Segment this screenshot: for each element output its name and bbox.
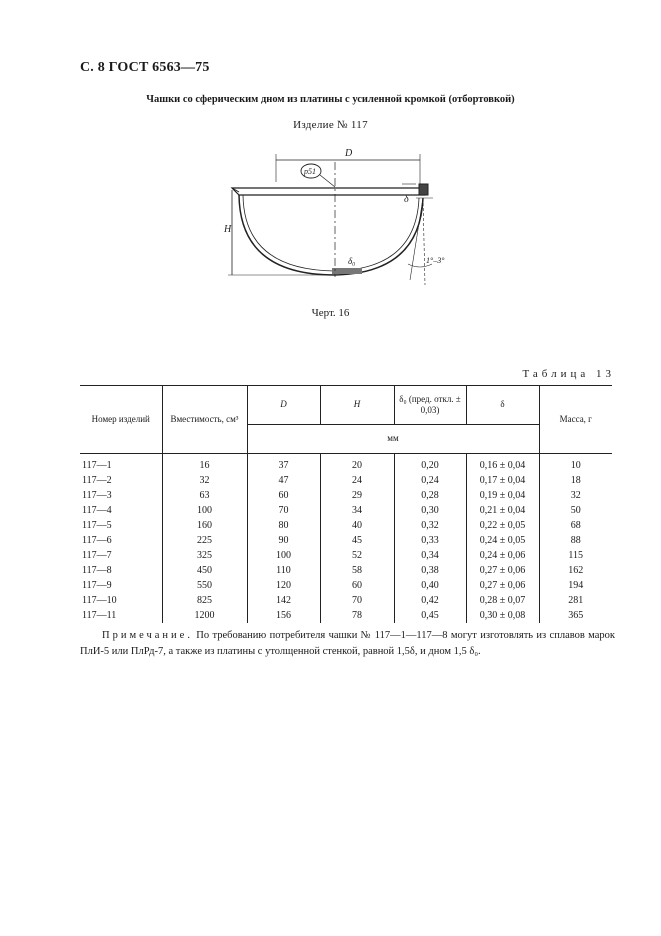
bottom-section [332, 268, 362, 274]
table-cell: 60 [247, 488, 320, 503]
table-cell: 0,30 ± 0,08 [466, 608, 539, 623]
table-cell: 78 [320, 608, 394, 623]
table-cell: 32 [539, 488, 612, 503]
note-text: По требованию потребителя чашки № 117—1—117—8 могут изготовлять из сплавов марок ПлИ-5 или ПлРд-7, а также из платины с утолщенной стенкой, равной 1,5δ, и дном 1,5 δ₀. [80, 630, 615, 657]
table-row [80, 563, 612, 578]
table-cell: 0,42 [394, 593, 466, 608]
table-cell: 0,34 [394, 548, 466, 563]
table-cell: 117—10 [82, 595, 117, 606]
table-cell: 325 [162, 548, 247, 563]
section-title: Чашки со сферическим дном из платины с усиленной кромкой (отбортовкой) [146, 94, 515, 105]
note-label: Примечание. [102, 630, 193, 641]
table-row [80, 593, 612, 608]
table-cell: 52 [320, 548, 394, 563]
table-cell: 0,19 ± 0,04 [466, 488, 539, 503]
table-cell: 0,21 ± 0,04 [466, 503, 539, 518]
table-cell: 115 [539, 548, 612, 563]
table-cell: 18 [539, 473, 612, 488]
table-cell: 160 [162, 518, 247, 533]
table-cell: 60 [320, 578, 394, 593]
table-cell: 100 [162, 503, 247, 518]
table-cell: 0,45 [394, 608, 466, 623]
table-cell: 281 [539, 593, 612, 608]
label-angle: 1°–3° [426, 256, 445, 265]
data-table [80, 385, 612, 623]
table-label: Таблица 13 [522, 368, 615, 380]
table-cell: 40 [320, 518, 394, 533]
table-cell: 0,24 [394, 473, 466, 488]
table-cell: 0,28 [394, 488, 466, 503]
table-cell: 0,40 [394, 578, 466, 593]
note [80, 628, 615, 660]
table-cell: 90 [247, 533, 320, 548]
table-cell: 117—11 [82, 610, 117, 621]
cup-drawing [220, 140, 450, 290]
table-cell: 0,32 [394, 518, 466, 533]
table-cell: 194 [539, 578, 612, 593]
table-cell: 58 [320, 563, 394, 578]
table-cell: 70 [247, 503, 320, 518]
radius-leader [320, 175, 335, 187]
label-delta0: δ₀ [348, 256, 356, 266]
table-cell: 37 [247, 454, 320, 474]
table-row [80, 454, 612, 474]
table-cell: 0,27 ± 0,06 [466, 563, 539, 578]
header-number: Номер изделий [80, 386, 162, 454]
table-cell: 47 [247, 473, 320, 488]
table-cell: 117—6 [82, 535, 112, 546]
header-unit: мм [247, 425, 539, 454]
table-cell: 29 [320, 488, 394, 503]
table-cell: 20 [320, 454, 394, 474]
label-h: H [224, 224, 232, 235]
header-capacity: Вместимость, см³ [162, 386, 247, 454]
table-row [80, 578, 612, 593]
header-h: H [320, 386, 394, 425]
table-cell: 162 [539, 563, 612, 578]
label-delta: δ [404, 194, 409, 205]
table-cell: 550 [162, 578, 247, 593]
table-cell: 70 [320, 593, 394, 608]
table-cell: 117—2 [82, 475, 112, 486]
table-cell: 50 [539, 503, 612, 518]
table-cell: 0,22 ± 0,05 [466, 518, 539, 533]
table-cell: 34 [320, 503, 394, 518]
table-cell: 117—7 [82, 550, 112, 561]
table-cell: 0,28 ± 0,07 [466, 593, 539, 608]
table-cell: 0,24 ± 0,06 [466, 548, 539, 563]
table-cell: 0,27 ± 0,06 [466, 578, 539, 593]
table-cell: 0,17 ± 0,04 [466, 473, 539, 488]
table-cell: 117—3 [82, 490, 112, 501]
header-delta: δ [466, 386, 539, 425]
table-cell: 117—1 [82, 460, 112, 471]
page-header: С. 8 ГОСТ 6563—75 [80, 60, 210, 75]
table-cell: 68 [539, 518, 612, 533]
cup-bowl [239, 195, 423, 275]
table-row [80, 518, 612, 533]
table-cell: 80 [247, 518, 320, 533]
table-cell: 142 [247, 593, 320, 608]
table-row [80, 608, 612, 623]
table-cell: 63 [162, 488, 247, 503]
label-d: D [345, 148, 353, 159]
cup-rim [232, 188, 425, 195]
table-cell: 100 [247, 548, 320, 563]
table-cell: 0,38 [394, 563, 466, 578]
header-delta0: δ₀ (пред. откл. ± 0,03) [394, 386, 466, 425]
table-cell: 110 [247, 563, 320, 578]
table-cell: 0,33 [394, 533, 466, 548]
label-radius: р51 [304, 167, 316, 176]
table-cell: 45 [320, 533, 394, 548]
table-cell: 16 [162, 454, 247, 474]
table-cell: 117—8 [82, 565, 112, 576]
table-row [80, 503, 612, 518]
table-cell: 120 [247, 578, 320, 593]
header-d: D [247, 386, 320, 425]
table-cell: 117—9 [82, 580, 112, 591]
header-mass: Масса, г [539, 386, 612, 454]
table-cell: 0,30 [394, 503, 466, 518]
table-row [80, 548, 612, 563]
table-row [80, 488, 612, 503]
table-cell: 0,20 [394, 454, 466, 474]
table-cell: 825 [162, 593, 247, 608]
table-cell: 32 [162, 473, 247, 488]
table-body [80, 454, 612, 624]
product-label: Изделие № 117 [293, 119, 368, 131]
table-cell: 10 [539, 454, 612, 474]
table-cell: 24 [320, 473, 394, 488]
table-cell: 117—4 [82, 505, 112, 516]
table-cell: 365 [539, 608, 612, 623]
table-cell: 450 [162, 563, 247, 578]
figure-caption: Черт. 16 [311, 307, 350, 319]
table-row [80, 533, 612, 548]
table-cell: 117—5 [82, 520, 112, 531]
table-cell: 156 [247, 608, 320, 623]
table-cell: 1200 [162, 608, 247, 623]
flange-section [419, 184, 428, 195]
table-cell: 0,16 ± 0,04 [466, 454, 539, 474]
table-cell: 88 [539, 533, 612, 548]
table-row [80, 473, 612, 488]
table-cell: 0,24 ± 0,05 [466, 533, 539, 548]
table-cell: 225 [162, 533, 247, 548]
